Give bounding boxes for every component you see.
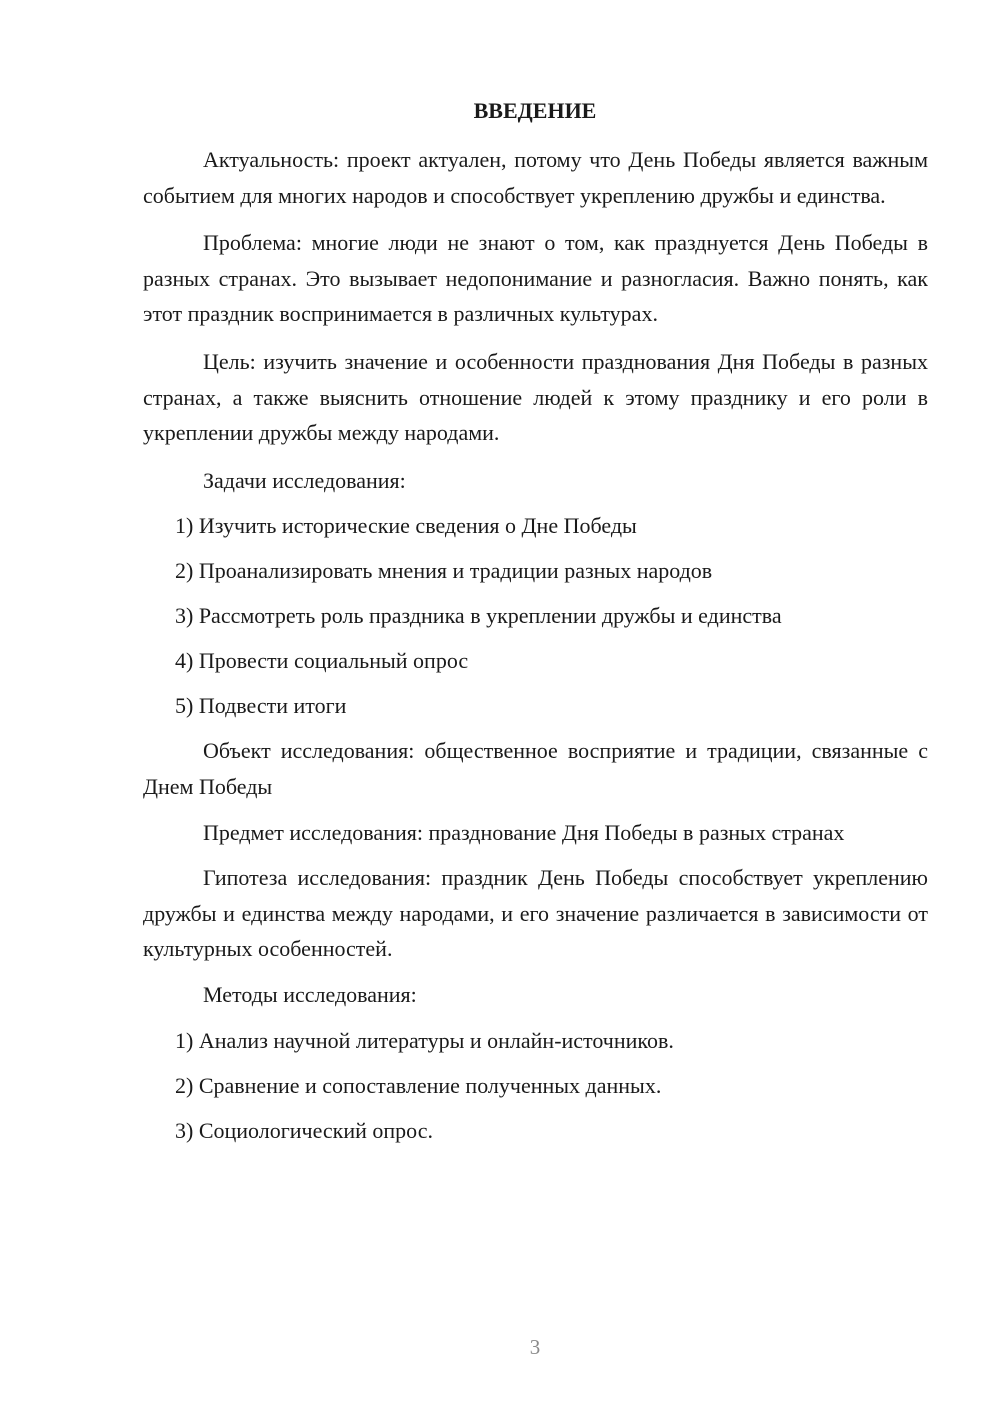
page-number: 3 [529,1335,541,1359]
list-item: 3) Рассмотреть роль праздника в укреплении дружбы и единства [175,603,782,629]
list-item: 2) Проанализировать мнения и традиции разных народов [175,558,713,584]
paragraph-methods-heading: Методы исследования: [203,981,417,1007]
paragraph-problem: Проблема: многие люди не знают о том, как празднуется День Победы в разных странах. Это вызывает недопонимание и разногласия. Важно понять, как этот праздник воспринимается в различных культурах. [143,230,928,327]
paragraph-relevance: Актуальность: проект актуален, потому что День Победы является важным событием для многих народов и способствует укреплению дружбы и единства. [143,147,928,208]
list-item: 4) Провести социальный опрос [175,648,469,674]
methods-list [143,1023,928,1148]
list-item: 2) Сравнение и сопоставление полученных данных. [175,1072,662,1098]
list-item: 5) Подвести итоги [175,693,347,719]
list-item: 3) Социологический опрос. [175,1117,433,1143]
list-item: 1) Анализ научной литературы и онлайн-источников. [175,1027,674,1053]
list-item: 1) Изучить исторические сведения о Дне Победы [175,513,637,539]
paragraph-subject: Предмет исследования: празднование Дня Победы в разных странах [203,819,845,845]
page-title: ВВЕДЕНИЕ [473,98,597,123]
document-body [143,142,928,1148]
paragraph-goal: Цель: изучить значение и особенности празднования Дня Победы в разных странах, а также выяснить отношение людей к этому празднику и его роли в укреплении дружбы между народами. [143,348,928,446]
tasks-list [143,508,928,723]
paragraph-tasks-heading: Задачи исследования: [203,467,406,493]
paragraph-object: Объект исследования: общественное восприятие и традиции, связанные с Днем Победы [143,738,928,799]
paragraph-hypothesis: Гипотеза исследования: праздник День Победы способствует укреплению дружбы и единства между народами, и его значение различается в зависимости от культурных особенностей. [143,865,928,962]
